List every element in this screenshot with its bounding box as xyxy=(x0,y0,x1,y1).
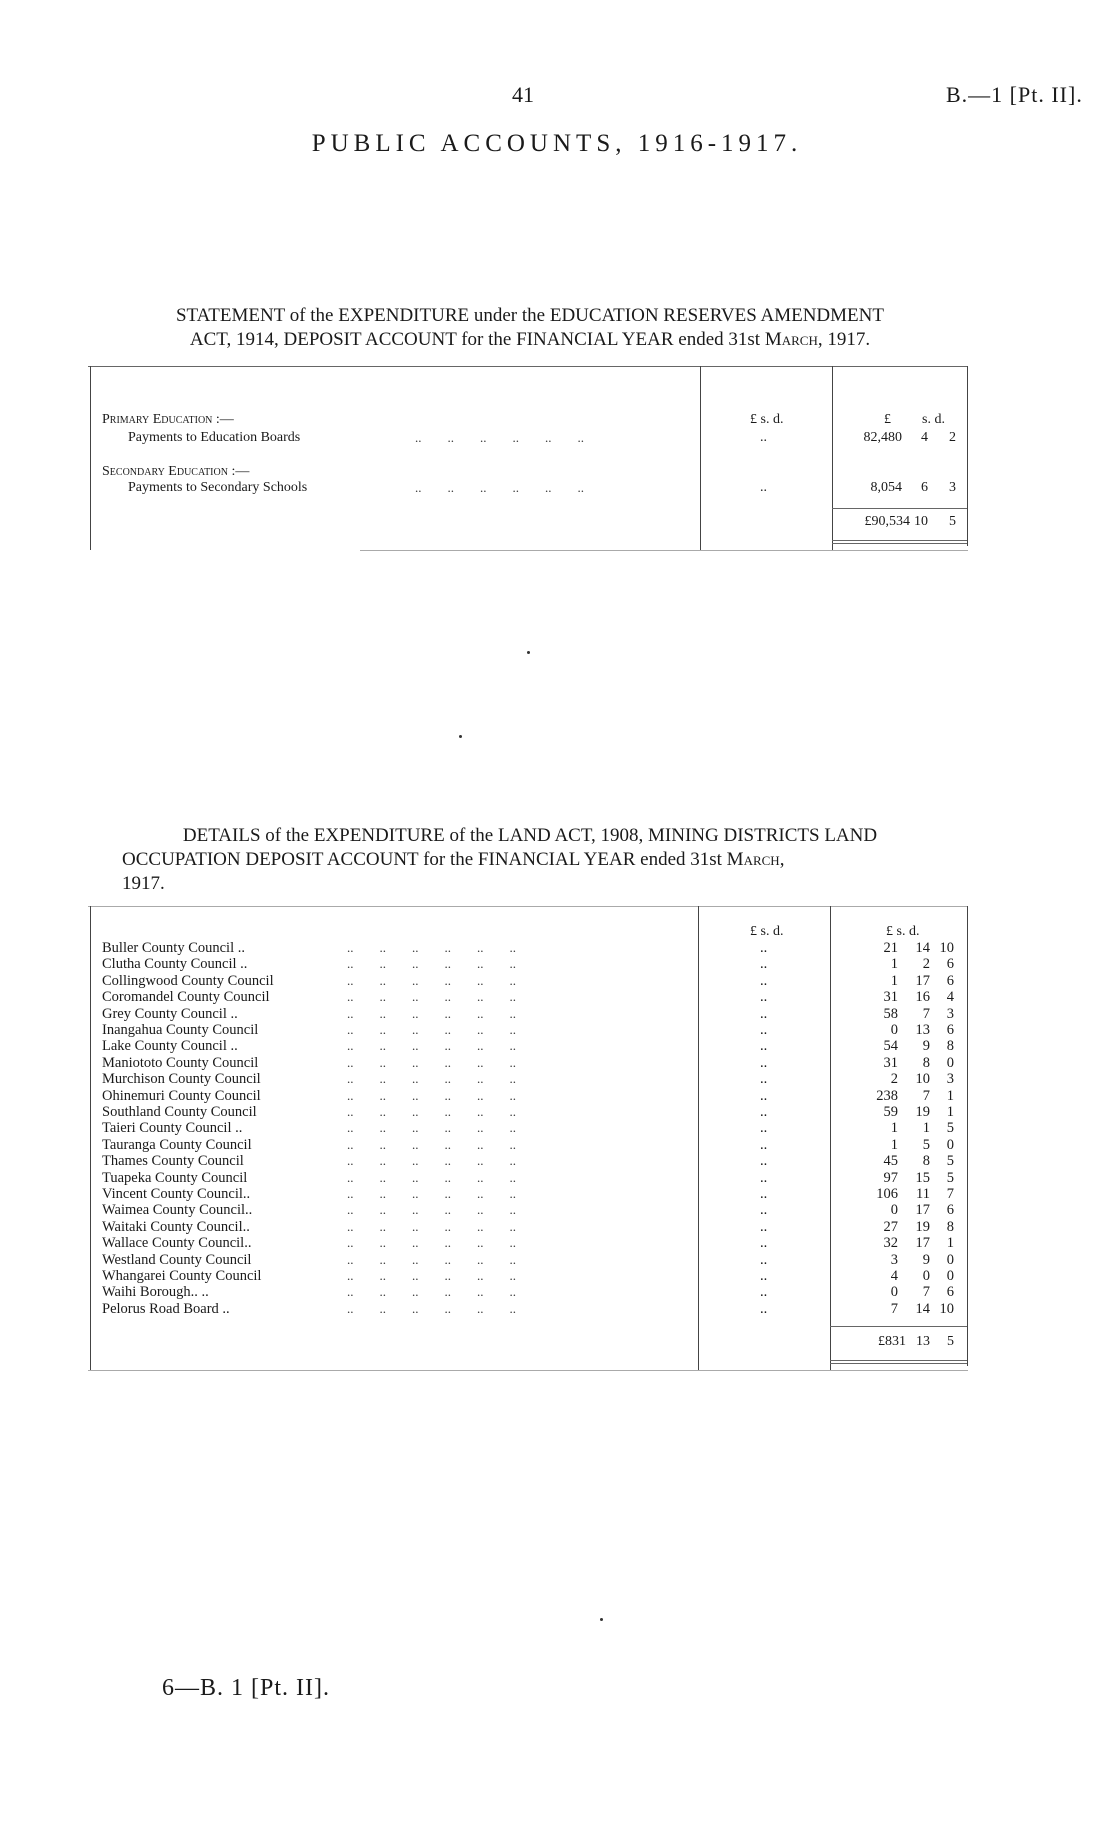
council-shillings: 7 xyxy=(922,1284,930,1301)
council-col1: .. xyxy=(760,1120,768,1137)
leader-dots: .. .. .. .. .. .. xyxy=(347,1087,516,1103)
leader-dots: .. .. .. .. .. .. xyxy=(347,1251,516,1267)
primary-pence: 2 xyxy=(949,430,956,445)
statement2-col2-header: £ s. d. xyxy=(886,924,920,939)
council-pence: 7 xyxy=(946,1186,954,1202)
statement2-total-pounds: £831 xyxy=(878,1334,906,1349)
council-pounds: 32 xyxy=(883,1235,898,1252)
scan-speck xyxy=(527,651,530,654)
secondary-shillings: 6 xyxy=(921,480,928,495)
council-col1: .. xyxy=(760,1284,768,1301)
council-col1: .. xyxy=(760,940,768,956)
leader-dots: .. .. .. .. .. .. xyxy=(347,1120,516,1136)
council-shillings: 17 xyxy=(915,972,930,989)
council-name: Waimea County Council.. xyxy=(102,1202,253,1219)
council-name: Whangarei County Council xyxy=(102,1268,262,1284)
leader-dots: .. .. .. .. .. .. xyxy=(347,1268,516,1283)
council-col1: .. xyxy=(760,956,768,973)
leader-dots: .. .. .. .. .. .. xyxy=(347,1153,516,1169)
council-name: Lake County Council .. xyxy=(102,1038,238,1055)
leader-dots: .. .. .. .. .. .. xyxy=(347,1022,516,1037)
council-col1: .. xyxy=(760,1087,768,1104)
council-pence: 3 xyxy=(946,1005,954,1022)
council-pounds: 27 xyxy=(883,1218,898,1235)
council-pence: 5 xyxy=(946,1120,954,1137)
secondary-education-heading: Secondary Education :— xyxy=(102,464,250,479)
statement1-col1-header: £ s. d. xyxy=(750,412,784,427)
council-col1: .. xyxy=(760,1071,768,1088)
council-shillings: 15 xyxy=(915,1169,930,1186)
statement2-title-line3: 1917. xyxy=(122,873,165,894)
council-pence: 1 xyxy=(946,1104,954,1120)
council-pence: 8 xyxy=(946,1218,954,1235)
statement2-col1-header: £ s. d. xyxy=(750,924,784,939)
council-name: Maniototo County Council xyxy=(102,1054,259,1071)
council-pounds: 0 xyxy=(890,1284,898,1301)
council-name: Taieri County Council .. xyxy=(102,1120,243,1137)
council-pounds: 54 xyxy=(883,1038,898,1055)
council-col1: .. xyxy=(760,1169,768,1186)
council-name: Pelorus Road Board .. xyxy=(102,1300,230,1317)
council-pounds: 21 xyxy=(883,940,898,956)
council-name: Grey County Council .. xyxy=(102,1005,238,1022)
leader-dots: .. .. .. .. .. .. xyxy=(347,956,516,972)
council-name: Thames County Council xyxy=(102,1153,244,1170)
secondary-col1: .. xyxy=(760,480,767,495)
leader-dots: .. .. .. .. .. .. xyxy=(347,1136,516,1152)
council-shillings: 14 xyxy=(915,940,930,956)
statement1-total-shillings: 10 xyxy=(914,514,928,529)
council-shillings: 2 xyxy=(922,956,930,973)
council-col1: .. xyxy=(760,1022,768,1038)
council-col1: .. xyxy=(760,1186,768,1202)
page-title: PUBLIC ACCOUNTS, 1916-1917. xyxy=(311,130,803,157)
council-name: Waitaki County Council.. xyxy=(102,1218,250,1235)
footer-signature: 6—B. 1 [Pt. II]. xyxy=(162,1675,330,1701)
council-shillings: 8 xyxy=(922,1054,930,1071)
document-reference: B.—1 [Pt. II]. xyxy=(946,82,1083,107)
council-name: Coromandel County Council xyxy=(102,989,270,1006)
secondary-education-item: Payments to Secondary Schools xyxy=(128,480,308,495)
council-name: Clutha County Council .. xyxy=(102,956,248,973)
council-col1: .. xyxy=(760,1005,768,1022)
council-pence: 0 xyxy=(946,1054,954,1071)
council-pounds: 31 xyxy=(883,1054,898,1071)
council-shillings: 17 xyxy=(915,1202,930,1219)
council-pence: 4 xyxy=(946,989,954,1006)
council-pounds: 106 xyxy=(876,1186,898,1202)
council-pence: 1 xyxy=(946,1235,954,1252)
statement1-title-line1: STATEMENT of the EXPENDITURE under the EDUCATION RESERVES AMENDMENT xyxy=(175,305,884,326)
council-pounds: 7 xyxy=(890,1300,898,1317)
leader-dots: .. .. .. .. .. .. xyxy=(347,1005,516,1021)
council-col1: .. xyxy=(760,1153,768,1170)
statement2-total-pence: 5 xyxy=(947,1334,954,1349)
council-shillings: 1 xyxy=(922,1120,930,1137)
statement1-total-pence: 5 xyxy=(949,514,956,529)
council-pounds: 31 xyxy=(883,989,898,1006)
council-shillings: 19 xyxy=(915,1218,930,1235)
council-pence: 0 xyxy=(946,1251,954,1268)
statement2-title xyxy=(90,824,970,896)
council-pounds: 1 xyxy=(890,956,898,973)
council-shillings: 16 xyxy=(915,989,930,1006)
primary-pounds: 82,480 xyxy=(863,430,902,445)
leader-dots: .. .. .. .. .. .. xyxy=(347,1169,516,1185)
leader-dots: .. .. .. .. .. .. xyxy=(347,1218,516,1234)
council-shillings: 11 xyxy=(916,1186,930,1202)
council-shillings: 13 xyxy=(915,1022,930,1038)
council-col1: .. xyxy=(760,1136,768,1153)
council-col1: .. xyxy=(760,1104,768,1120)
council-name: Westland County Council xyxy=(102,1251,252,1268)
leader-dots: .. .. .. .. .. .. xyxy=(347,1235,516,1251)
council-col1: .. xyxy=(760,989,768,1006)
leader-dots: .. .. .. .. .. .. xyxy=(347,989,516,1005)
council-col1: .. xyxy=(760,1202,768,1219)
council-pence: 6 xyxy=(946,956,954,973)
council-shillings: 19 xyxy=(915,1104,930,1120)
leader-dots: .. .. .. .. .. .. xyxy=(347,972,516,988)
statement2-title-line1: DETAILS of the EXPENDITURE of the LAND ACT, 1908, MINING DISTRICTS LAND xyxy=(182,825,878,846)
leader-dots: .. .. .. .. .. .. xyxy=(347,1054,516,1070)
statement1-col2-header-sd: s. d. xyxy=(922,412,945,427)
council-pounds: 58 xyxy=(883,1005,898,1022)
page-number: 41 xyxy=(512,82,534,107)
council-col1: .. xyxy=(760,972,768,989)
council-pence: 0 xyxy=(946,1268,954,1284)
scan-speck xyxy=(459,735,462,738)
council-shillings: 17 xyxy=(915,1235,930,1252)
council-pence: 10 xyxy=(939,1300,954,1317)
council-col1: .. xyxy=(760,1300,768,1317)
council-name: Murchison County Council xyxy=(102,1071,261,1088)
primary-education-item: Payments to Education Boards xyxy=(128,430,301,445)
council-name: Tuapeka County Council xyxy=(102,1169,248,1186)
council-name: Vincent County Council.. xyxy=(102,1186,251,1202)
council-shillings: 0 xyxy=(922,1268,930,1284)
council-shillings: 9 xyxy=(922,1251,930,1268)
council-shillings: 7 xyxy=(922,1005,930,1022)
leader-dots: .. .. .. .. .. .. xyxy=(415,430,584,445)
council-col1: .. xyxy=(760,1038,768,1055)
leader-dots: .. .. .. .. .. .. xyxy=(415,480,584,495)
council-pence: 5 xyxy=(946,1153,954,1170)
council-pounds: 1 xyxy=(890,1136,898,1153)
leader-dots: .. .. .. .. .. .. xyxy=(347,1038,516,1054)
secondary-pounds: 8,054 xyxy=(870,480,902,495)
scan-speck xyxy=(600,1618,603,1621)
leader-dots: .. .. .. .. .. .. xyxy=(347,940,516,955)
leader-dots: .. .. .. .. .. .. xyxy=(347,1071,516,1087)
council-pounds: 3 xyxy=(890,1251,898,1268)
council-name: Waihi Borough.. .. xyxy=(102,1284,209,1301)
council-pounds: 4 xyxy=(890,1268,898,1284)
council-pence: 6 xyxy=(946,1022,954,1038)
council-name: Wallace County Council.. xyxy=(102,1235,252,1252)
leader-dots: .. .. .. .. .. .. xyxy=(347,1284,516,1300)
council-pounds: 0 xyxy=(890,1202,898,1219)
statement1-total-pounds: £90,534 xyxy=(864,514,910,529)
primary-shillings: 4 xyxy=(921,430,928,445)
council-pounds: 0 xyxy=(890,1022,898,1038)
statement1-col2-header-pound: £ xyxy=(884,412,891,427)
council-shillings: 8 xyxy=(922,1153,930,1170)
council-pounds: 97 xyxy=(883,1169,898,1186)
statement2-title-line2: OCCUPATION DEPOSIT ACCOUNT for the FINANCIAL YEAR ended 31st March, xyxy=(122,849,785,870)
secondary-pence: 3 xyxy=(949,480,956,495)
council-name: Ohinemuri County Council xyxy=(102,1087,261,1104)
statement1-title xyxy=(90,304,970,352)
council-shillings: 5 xyxy=(922,1136,930,1153)
council-pence: 10 xyxy=(939,940,954,956)
statement1-title-line2: ACT, 1914, DEPOSIT ACCOUNT for the FINANCIAL YEAR ended 31st March, 1917. xyxy=(189,329,871,350)
council-pence: 8 xyxy=(946,1038,954,1055)
council-name: Tauranga County Council xyxy=(102,1136,252,1153)
council-pounds: 2 xyxy=(890,1071,898,1088)
statement2-total-shillings: 13 xyxy=(916,1334,930,1349)
council-shillings: 14 xyxy=(915,1300,930,1317)
council-pounds: 59 xyxy=(883,1104,898,1120)
council-pence: 0 xyxy=(946,1136,954,1153)
council-shillings: 7 xyxy=(922,1087,930,1104)
council-pounds: 45 xyxy=(883,1153,898,1170)
council-pounds: 1 xyxy=(890,1120,898,1137)
council-col1: .. xyxy=(760,1054,768,1071)
council-name: Southland County Council xyxy=(102,1104,257,1120)
council-pence: 3 xyxy=(946,1071,954,1088)
leader-dots: .. .. .. .. .. .. xyxy=(347,1104,516,1119)
council-shillings: 10 xyxy=(915,1071,930,1088)
council-pence: 6 xyxy=(946,972,954,989)
council-name: Collingwood County Council xyxy=(102,972,274,989)
leader-dots: .. .. .. .. .. .. xyxy=(347,1186,516,1201)
council-pence: 5 xyxy=(946,1169,954,1186)
council-shillings: 9 xyxy=(922,1038,930,1055)
primary-col1: .. xyxy=(760,430,767,445)
council-pence: 6 xyxy=(946,1284,954,1301)
council-pence: 6 xyxy=(946,1202,954,1219)
council-col1: .. xyxy=(760,1251,768,1268)
council-name: Inangahua County Council xyxy=(102,1022,259,1038)
primary-education-heading: Primary Education :— xyxy=(102,412,234,427)
council-col1: .. xyxy=(760,1268,768,1284)
council-pounds: 238 xyxy=(876,1087,898,1104)
leader-dots: .. .. .. .. .. .. xyxy=(347,1202,516,1218)
council-col1: .. xyxy=(760,1218,768,1235)
council-col1: .. xyxy=(760,1235,768,1252)
leader-dots: .. .. .. .. .. .. xyxy=(347,1300,516,1316)
council-pence: 1 xyxy=(946,1087,954,1104)
council-pounds: 1 xyxy=(890,972,898,989)
council-name: Buller County Council .. xyxy=(102,940,245,956)
